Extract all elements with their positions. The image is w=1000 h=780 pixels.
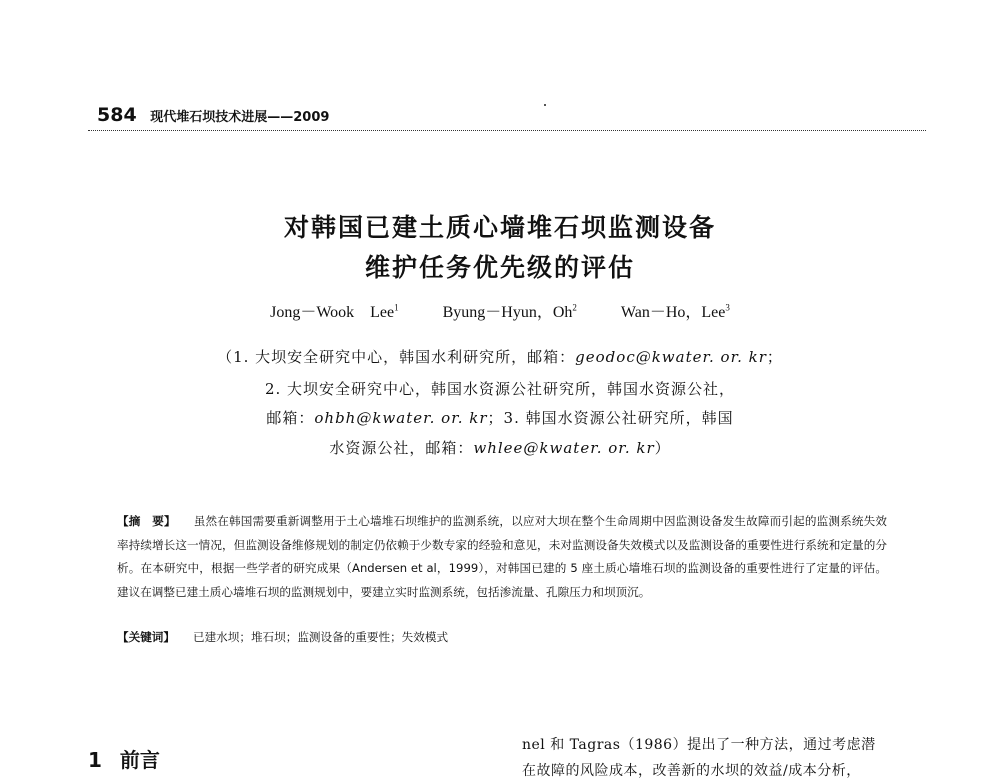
- abstract: [117, 510, 887, 604]
- email-3: whlee@kwater. or. kr: [473, 439, 655, 457]
- right-column-line-1: nel 和 Tagras（1986）提出了一种方法，通过考虑潜: [522, 737, 876, 753]
- book-title: 现代堆石坝技术进展——2009: [150, 110, 330, 125]
- right-column-line-2: 在故障的风险成本，改善新的水坝的效益/成本分析，: [522, 763, 861, 779]
- stray-dot: [544, 104, 546, 106]
- affiliation-line-4: 水资源公社，邮箱：whlee@kwater. or. kr）: [329, 439, 671, 457]
- affiliation-line-2: 2. 大坝安全研究中心，韩国水资源公社研究所，韩国水资源公社，: [264, 380, 736, 398]
- section-number: 1: [88, 748, 102, 772]
- email-1: geodoc@kwater. or. kr: [575, 348, 767, 366]
- abstract-text: 虽然在韩国需要重新调整用于土心墙堆石坝维护的监测系统，以应对大坝在整个生命周期中因监测设备发生故障而引起的监测系统失效率持续增长这一情况，但监测设备维修规划的制定仍依赖于少数专家的经验和意见，未对监测设备失效模式以及监测设备的重要性进行系统和定量的分析。在本研究中，根据一些学者的研究成果（Andersen et al，1999），对韩国已建的 5 座土质心墙堆石坝的监测设备的重要性进行了定量的评估。建议在调整已建土质心墙堆石坝的监测规划中，要建立实时监测系统，包括渗流量、孔隙压力和坝顶沉。: [117, 514, 887, 599]
- author-1: Jong－Wook Lee$^1$: [270, 302, 399, 321]
- affiliation-line-3: 邮箱：ohbh@kwater. or. kr；3. 韩国水资源公社研究所，韩国: [266, 409, 734, 427]
- keywords-text: 已建水坝；堆石坝；监测设备的重要性；失效模式: [192, 630, 449, 644]
- paper-title-line-1: 对韩国已建土质心墙堆石坝监测设备: [283, 213, 716, 242]
- keywords-label: 【关键词】: [117, 630, 175, 644]
- keywords: [117, 629, 448, 645]
- page-number: 584: [97, 104, 137, 126]
- section-title: 前言: [119, 748, 160, 772]
- author-list: [0, 299, 1000, 322]
- email-2: ohbh@kwater. or. kr: [314, 409, 488, 427]
- paper-title-line-2: 维护任务优先级的评估: [364, 253, 635, 282]
- running-header: [97, 104, 329, 126]
- author-2: Byung－Hyun，Oh$^2$: [442, 302, 577, 321]
- header-rule: [88, 130, 926, 131]
- affiliation-line-1: （1. 大坝安全研究中心，韩国水利研究所，邮箱：geodoc@kwater. or. kr；: [217, 348, 783, 366]
- section-heading: [88, 744, 160, 773]
- abstract-label: 【摘 要】: [117, 514, 176, 528]
- author-3: Wan－Ho，Lee$^3$: [620, 302, 730, 321]
